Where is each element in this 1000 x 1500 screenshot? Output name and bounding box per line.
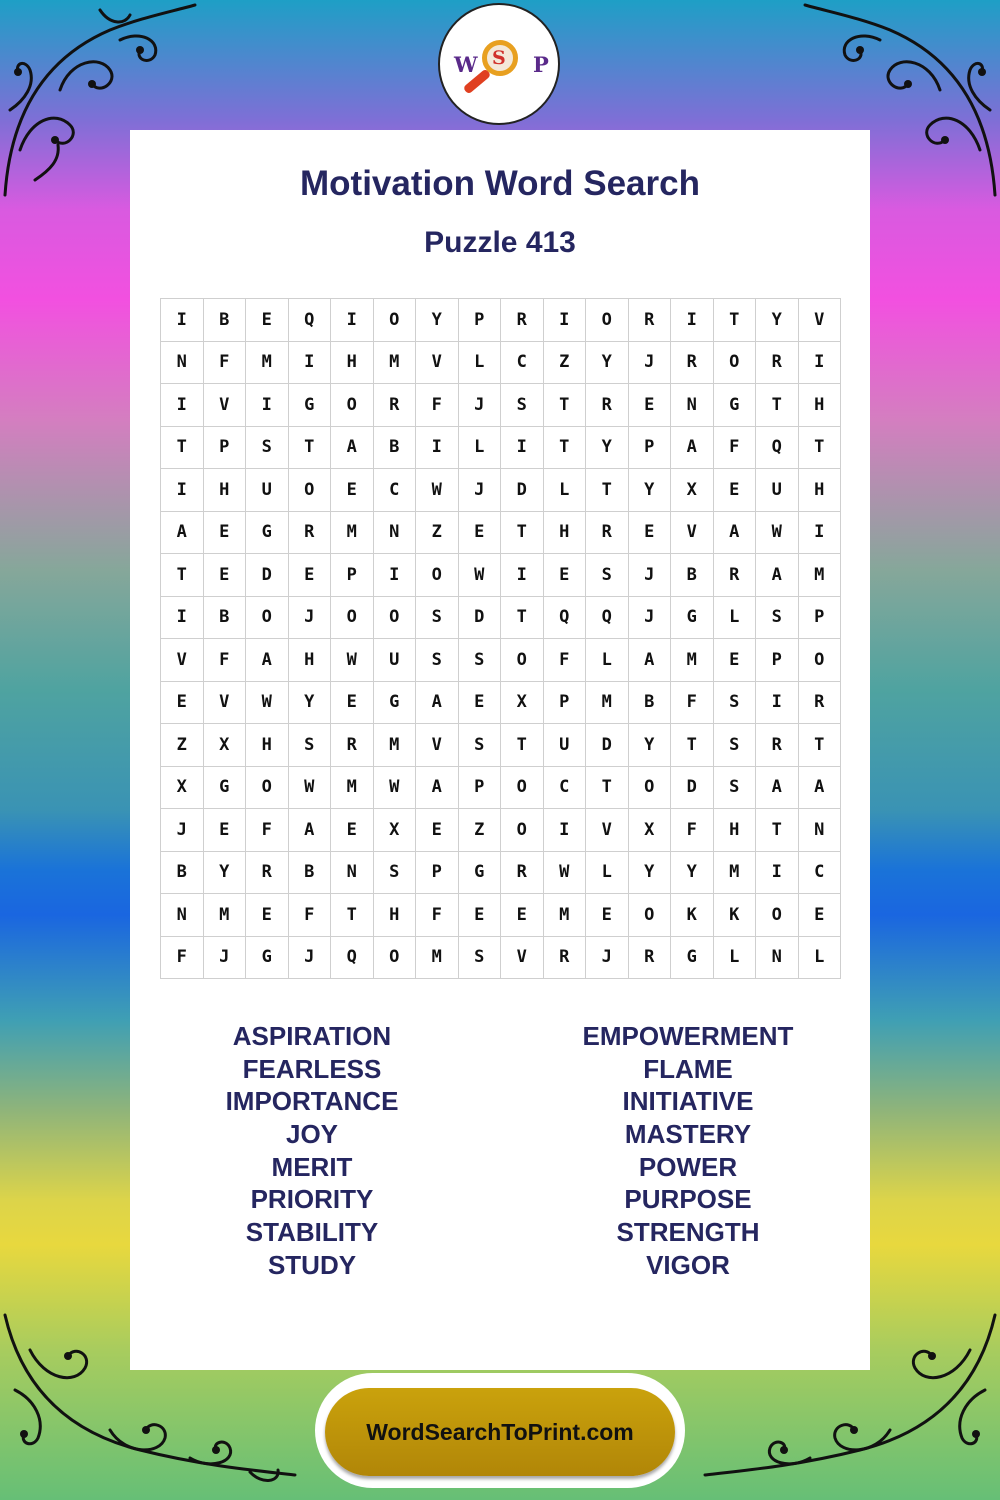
grid-cell[interactable]: R [586, 384, 629, 427]
grid-cell[interactable]: A [416, 767, 459, 810]
grid-cell[interactable]: Z [416, 512, 459, 555]
grid-cell[interactable]: V [204, 384, 247, 427]
grid-cell[interactable]: O [331, 384, 374, 427]
grid-cell[interactable]: E [161, 682, 204, 725]
grid-cell[interactable]: O [331, 597, 374, 640]
word-list-item: JOY [285, 1119, 339, 1150]
grid-cell[interactable]: V [204, 682, 247, 725]
grid-cell[interactable]: R [501, 299, 544, 342]
grid-cell[interactable]: X [629, 809, 672, 852]
word-list-item: PRIORITY [250, 1184, 374, 1215]
grid-cell[interactable]: L [459, 342, 502, 385]
grid-cell[interactable]: N [161, 342, 204, 385]
grid-cell[interactable]: T [161, 554, 204, 597]
grid-cell[interactable]: L [586, 639, 629, 682]
grid-cell[interactable]: R [629, 299, 672, 342]
grid-cell[interactable]: O [416, 554, 459, 597]
grid-cell[interactable]: D [501, 469, 544, 512]
grid-cell[interactable]: F [204, 342, 247, 385]
grid-cell[interactable]: W [416, 469, 459, 512]
grid-cell[interactable]: Y [586, 427, 629, 470]
grid-cell[interactable]: S [501, 384, 544, 427]
grid-cell[interactable]: J [629, 554, 672, 597]
grid-cell[interactable]: Z [161, 724, 204, 767]
grid-cell[interactable]: E [459, 894, 502, 937]
grid-cell[interactable]: R [756, 724, 799, 767]
grid-cell[interactable]: A [289, 809, 332, 852]
grid-cell[interactable]: G [289, 384, 332, 427]
grid-cell[interactable]: S [289, 724, 332, 767]
grid-cell[interactable]: N [799, 809, 842, 852]
grid-cell[interactable]: I [756, 852, 799, 895]
grid-cell[interactable]: T [161, 427, 204, 470]
grid-cell[interactable]: Y [629, 852, 672, 895]
site-link-button[interactable]: WordSearchToPrint.com [325, 1388, 675, 1476]
grid-cell[interactable]: D [246, 554, 289, 597]
grid-cell[interactable]: L [714, 937, 757, 980]
grid-cell[interactable]: G [671, 937, 714, 980]
grid-cell[interactable]: J [629, 597, 672, 640]
grid-cell[interactable]: I [161, 469, 204, 512]
grid-cell[interactable]: I [544, 299, 587, 342]
grid-cell[interactable]: Q [756, 427, 799, 470]
logo-letter-w: W [454, 52, 478, 77]
grid-cell[interactable]: T [586, 469, 629, 512]
grid-cell[interactable]: I [246, 384, 289, 427]
grid-cell[interactable]: O [374, 937, 417, 980]
grid-cell[interactable]: S [714, 767, 757, 810]
grid-cell[interactable]: V [671, 512, 714, 555]
grid-cell[interactable]: T [331, 894, 374, 937]
grid-cell[interactable]: N [671, 384, 714, 427]
grid-cell[interactable]: Y [586, 342, 629, 385]
grid-cell[interactable]: I [671, 299, 714, 342]
grid-cell[interactable]: R [544, 937, 587, 980]
grid-cell[interactable]: E [331, 809, 374, 852]
grid-cell[interactable]: I [501, 427, 544, 470]
word-list-item: MASTERY [624, 1119, 752, 1150]
grid-cell[interactable]: N [756, 937, 799, 980]
grid-cell[interactable]: R [586, 512, 629, 555]
grid-cell[interactable]: O [501, 767, 544, 810]
grid-cell[interactable]: C [374, 469, 417, 512]
grid-cell[interactable]: F [289, 894, 332, 937]
grid-cell[interactable]: U [756, 469, 799, 512]
grid-cell[interactable]: E [629, 384, 672, 427]
grid-cell[interactable]: T [289, 427, 332, 470]
grid-cell[interactable]: T [586, 767, 629, 810]
grid-cell[interactable]: O [289, 469, 332, 512]
grid-cell[interactable]: I [756, 682, 799, 725]
grid-cell[interactable]: H [714, 809, 757, 852]
puzzle-number: Puzzle 413 [424, 226, 576, 259]
grid-cell[interactable]: I [374, 554, 417, 597]
grid-cell[interactable]: A [246, 639, 289, 682]
grid-cell[interactable]: I [161, 597, 204, 640]
grid-cell[interactable]: J [204, 937, 247, 980]
grid-cell[interactable]: E [204, 554, 247, 597]
grid-cell[interactable]: E [416, 809, 459, 852]
grid-cell[interactable]: A [714, 512, 757, 555]
grid-cell[interactable]: R [331, 724, 374, 767]
grid-cell[interactable]: G [374, 682, 417, 725]
grid-cell[interactable]: S [416, 639, 459, 682]
grid-cell[interactable]: P [204, 427, 247, 470]
grid-cell[interactable]: Q [289, 299, 332, 342]
word-list-right [538, 1020, 838, 1282]
grid-cell[interactable]: I [161, 299, 204, 342]
grid-cell[interactable]: O [629, 894, 672, 937]
grid-cell[interactable]: V [161, 639, 204, 682]
grid-cell[interactable]: F [416, 384, 459, 427]
grid-cell[interactable]: B [374, 427, 417, 470]
grid-cell[interactable]: W [544, 852, 587, 895]
grid-cell[interactable]: R [714, 554, 757, 597]
grid-cell[interactable]: Y [756, 299, 799, 342]
grid-cell[interactable]: E [544, 554, 587, 597]
grid-cell[interactable]: H [799, 469, 842, 512]
grid-cell[interactable]: C [544, 767, 587, 810]
grid-cell[interactable]: H [544, 512, 587, 555]
grid-cell[interactable]: M [331, 512, 374, 555]
word-list-item: FEARLESS [242, 1053, 382, 1084]
grid-cell[interactable]: G [204, 767, 247, 810]
word-list-item: ASPIRATION [232, 1021, 392, 1051]
grid-cell[interactable]: E [289, 554, 332, 597]
grid-cell[interactable]: G [714, 384, 757, 427]
grid-cell[interactable]: E [714, 469, 757, 512]
grid-cell[interactable]: P [544, 682, 587, 725]
grid-cell[interactable]: M [586, 682, 629, 725]
grid-cell[interactable]: S [714, 682, 757, 725]
grid-cell[interactable]: V [799, 299, 842, 342]
grid-cell[interactable]: J [459, 469, 502, 512]
grid-cell[interactable]: G [671, 597, 714, 640]
grid-cell[interactable]: B [671, 554, 714, 597]
grid-cell[interactable]: I [799, 512, 842, 555]
grid-cell[interactable]: D [459, 597, 502, 640]
grid-cell[interactable]: N [161, 894, 204, 937]
grid-cell[interactable]: F [714, 427, 757, 470]
grid-cell[interactable]: Z [459, 809, 502, 852]
grid-cell[interactable]: F [671, 809, 714, 852]
word-list-item: VIGOR [646, 1249, 730, 1280]
grid-cell[interactable]: J [289, 597, 332, 640]
word-list-item: FLAME [643, 1053, 733, 1084]
grid-cell[interactable]: I [501, 554, 544, 597]
grid-cell[interactable]: A [756, 554, 799, 597]
word-list-item: IMPORTANCE [225, 1086, 399, 1117]
grid-cell[interactable]: E [204, 512, 247, 555]
grid-cell[interactable]: S [756, 597, 799, 640]
grid-cell[interactable]: O [586, 299, 629, 342]
grid-cell[interactable]: T [756, 809, 799, 852]
grid-cell[interactable]: E [246, 299, 289, 342]
grid-cell[interactable]: F [544, 639, 587, 682]
grid-cell[interactable]: R [629, 937, 672, 980]
grid-cell[interactable]: O [756, 894, 799, 937]
grid-cell[interactable]: P [416, 852, 459, 895]
grid-cell[interactable]: R [374, 384, 417, 427]
grid-cell[interactable]: U [246, 469, 289, 512]
grid-cell[interactable]: M [204, 894, 247, 937]
word-list-item: INITIATIVE [622, 1086, 754, 1117]
grid-cell[interactable]: Y [204, 852, 247, 895]
grid-cell[interactable]: Y [671, 852, 714, 895]
grid-cell[interactable]: A [416, 682, 459, 725]
grid-cell[interactable]: W [374, 767, 417, 810]
grid-cell[interactable]: I [161, 384, 204, 427]
grid-cell[interactable]: A [629, 639, 672, 682]
grid-cell[interactable]: X [374, 809, 417, 852]
grid-cell[interactable]: Y [629, 724, 672, 767]
grid-cell[interactable]: M [714, 852, 757, 895]
grid-cell[interactable]: M [671, 639, 714, 682]
grid-cell[interactable]: H [331, 342, 374, 385]
grid-cell[interactable]: D [586, 724, 629, 767]
grid-cell[interactable]: I [799, 342, 842, 385]
grid-cell[interactable]: X [501, 682, 544, 725]
grid-cell[interactable]: A [671, 427, 714, 470]
grid-cell[interactable]: W [756, 512, 799, 555]
grid-cell[interactable]: I [289, 342, 332, 385]
grid-cell[interactable]: P [799, 597, 842, 640]
grid-cell[interactable]: X [204, 724, 247, 767]
page-title: Motivation Word Search [300, 164, 700, 203]
grid-cell[interactable]: Y [416, 299, 459, 342]
grid-cell[interactable]: L [586, 852, 629, 895]
grid-cell[interactable]: O [246, 597, 289, 640]
grid-cell[interactable]: R [246, 852, 289, 895]
grid-cell[interactable]: T [544, 427, 587, 470]
grid-cell[interactable]: S [714, 724, 757, 767]
grid-cell[interactable]: B [161, 852, 204, 895]
grid-cell[interactable]: P [756, 639, 799, 682]
grid-cell[interactable]: Q [544, 597, 587, 640]
grid-cell[interactable]: S [459, 937, 502, 980]
grid-cell[interactable]: O [246, 767, 289, 810]
grid-cell[interactable]: M [799, 554, 842, 597]
grid-cell[interactable]: S [416, 597, 459, 640]
word-list-item: PURPOSE [624, 1184, 752, 1215]
grid-cell[interactable]: F [246, 809, 289, 852]
grid-cell[interactable]: E [586, 894, 629, 937]
grid-cell[interactable]: S [586, 554, 629, 597]
grid-cell[interactable]: Y [629, 469, 672, 512]
grid-cell[interactable]: E [459, 682, 502, 725]
grid-cell[interactable]: O [714, 342, 757, 385]
grid-cell[interactable]: T [756, 384, 799, 427]
grid-cell[interactable]: S [459, 639, 502, 682]
word-list-item: MERIT [271, 1151, 353, 1182]
grid-cell[interactable]: N [331, 852, 374, 895]
word-list-item: POWER [638, 1151, 738, 1182]
grid-cell[interactable]: J [161, 809, 204, 852]
grid-cell[interactable]: T [799, 724, 842, 767]
grid-cell[interactable]: W [289, 767, 332, 810]
grid-cell[interactable]: R [671, 342, 714, 385]
grid-cell[interactable]: C [501, 342, 544, 385]
grid-cell[interactable]: E [331, 469, 374, 512]
grid-cell[interactable]: O [501, 639, 544, 682]
grid-cell[interactable]: J [586, 937, 629, 980]
grid-cell[interactable]: M [374, 342, 417, 385]
grid-cell[interactable]: H [246, 724, 289, 767]
grid-cell[interactable]: U [544, 724, 587, 767]
logo-letter-s: S [492, 47, 506, 69]
grid-cell[interactable]: K [714, 894, 757, 937]
grid-cell[interactable]: V [416, 724, 459, 767]
grid-cell[interactable]: Y [289, 682, 332, 725]
grid-cell[interactable]: T [671, 724, 714, 767]
grid-cell[interactable]: A [161, 512, 204, 555]
grid-cell[interactable]: E [204, 809, 247, 852]
grid-cell[interactable]: E [501, 894, 544, 937]
grid-cell[interactable]: H [289, 639, 332, 682]
grid-cell[interactable]: L [714, 597, 757, 640]
grid-cell[interactable]: S [459, 724, 502, 767]
grid-cell[interactable]: F [671, 682, 714, 725]
grid-cell[interactable]: Z [544, 342, 587, 385]
grid-cell[interactable]: O [629, 767, 672, 810]
grid-cell[interactable]: D [671, 767, 714, 810]
grid-cell[interactable]: I [331, 299, 374, 342]
grid-cell[interactable]: H [374, 894, 417, 937]
grid-cell[interactable]: T [501, 724, 544, 767]
grid-cell[interactable]: Q [586, 597, 629, 640]
grid-cell[interactable]: T [501, 512, 544, 555]
grid-cell[interactable]: J [459, 384, 502, 427]
grid-cell[interactable]: T [714, 299, 757, 342]
grid-cell[interactable]: G [459, 852, 502, 895]
grid-cell[interactable]: R [756, 342, 799, 385]
grid-cell[interactable]: J [629, 342, 672, 385]
grid-cell[interactable]: E [714, 639, 757, 682]
grid-cell[interactable]: K [671, 894, 714, 937]
grid-cell[interactable]: L [544, 469, 587, 512]
word-list-item: EMPOWERMENT [582, 1021, 794, 1051]
grid-cell[interactable]: M [331, 767, 374, 810]
grid-cell[interactable]: R [799, 682, 842, 725]
grid-cell[interactable]: O [799, 639, 842, 682]
grid-cell[interactable]: O [374, 299, 417, 342]
grid-cell[interactable]: L [799, 937, 842, 980]
grid-cell[interactable]: V [416, 342, 459, 385]
grid-cell[interactable]: E [629, 512, 672, 555]
grid-cell[interactable]: J [289, 937, 332, 980]
grid-cell[interactable]: S [246, 427, 289, 470]
grid-cell[interactable]: M [374, 724, 417, 767]
grid-cell[interactable]: I [416, 427, 459, 470]
grid-cell[interactable]: X [161, 767, 204, 810]
grid-cell[interactable]: G [246, 937, 289, 980]
grid-cell[interactable]: R [289, 512, 332, 555]
grid-cell[interactable]: I [544, 809, 587, 852]
grid-cell[interactable]: P [459, 767, 502, 810]
grid-cell[interactable]: A [799, 767, 842, 810]
grid-cell[interactable]: E [331, 682, 374, 725]
grid-cell[interactable]: W [246, 682, 289, 725]
grid-cell[interactable]: F [204, 639, 247, 682]
grid-cell[interactable]: T [544, 384, 587, 427]
grid-cell[interactable]: P [459, 299, 502, 342]
grid-cell[interactable]: E [459, 512, 502, 555]
grid-cell[interactable]: L [459, 427, 502, 470]
grid-cell[interactable]: G [246, 512, 289, 555]
grid-cell[interactable]: M [416, 937, 459, 980]
grid-cell[interactable]: S [374, 852, 417, 895]
grid-cell[interactable]: W [459, 554, 502, 597]
grid-cell[interactable]: A [756, 767, 799, 810]
grid-cell[interactable]: M [246, 342, 289, 385]
grid-cell[interactable]: A [331, 427, 374, 470]
grid-cell[interactable]: M [544, 894, 587, 937]
grid-cell[interactable]: T [799, 427, 842, 470]
grid-cell[interactable]: C [799, 852, 842, 895]
word-list-left [162, 1020, 462, 1282]
word-list-item: STUDY [267, 1249, 357, 1280]
word-list-item: STRENGTH [616, 1217, 760, 1248]
word-list-item: STABILITY [245, 1217, 379, 1248]
grid-cell[interactable]: X [671, 469, 714, 512]
grid-cell[interactable]: R [501, 852, 544, 895]
grid-cell[interactable]: B [289, 852, 332, 895]
grid-cell[interactable]: T [501, 597, 544, 640]
grid-cell[interactable]: P [331, 554, 374, 597]
grid-cell[interactable]: H [204, 469, 247, 512]
grid-cell[interactable]: P [629, 427, 672, 470]
grid-cell[interactable]: W [331, 639, 374, 682]
grid-cell[interactable]: F [416, 894, 459, 937]
logo-letter-p: P [533, 52, 549, 77]
grid-cell[interactable]: H [799, 384, 842, 427]
grid-cell[interactable]: F [161, 937, 204, 980]
wsp-logo [438, 3, 560, 125]
grid-cell[interactable]: V [501, 937, 544, 980]
grid-cell[interactable]: O [374, 597, 417, 640]
grid-cell[interactable]: Q [331, 937, 374, 980]
grid-cell[interactable]: V [586, 809, 629, 852]
letter-grid [160, 298, 841, 979]
grid-cell[interactable]: E [799, 894, 842, 937]
grid-cell[interactable]: E [246, 894, 289, 937]
grid-cell[interactable]: B [204, 299, 247, 342]
grid-cell[interactable]: N [374, 512, 417, 555]
grid-cell[interactable]: O [501, 809, 544, 852]
grid-cell[interactable]: U [374, 639, 417, 682]
grid-cell[interactable]: B [629, 682, 672, 725]
puzzle-panel [130, 130, 870, 1370]
grid-cell[interactable]: B [204, 597, 247, 640]
